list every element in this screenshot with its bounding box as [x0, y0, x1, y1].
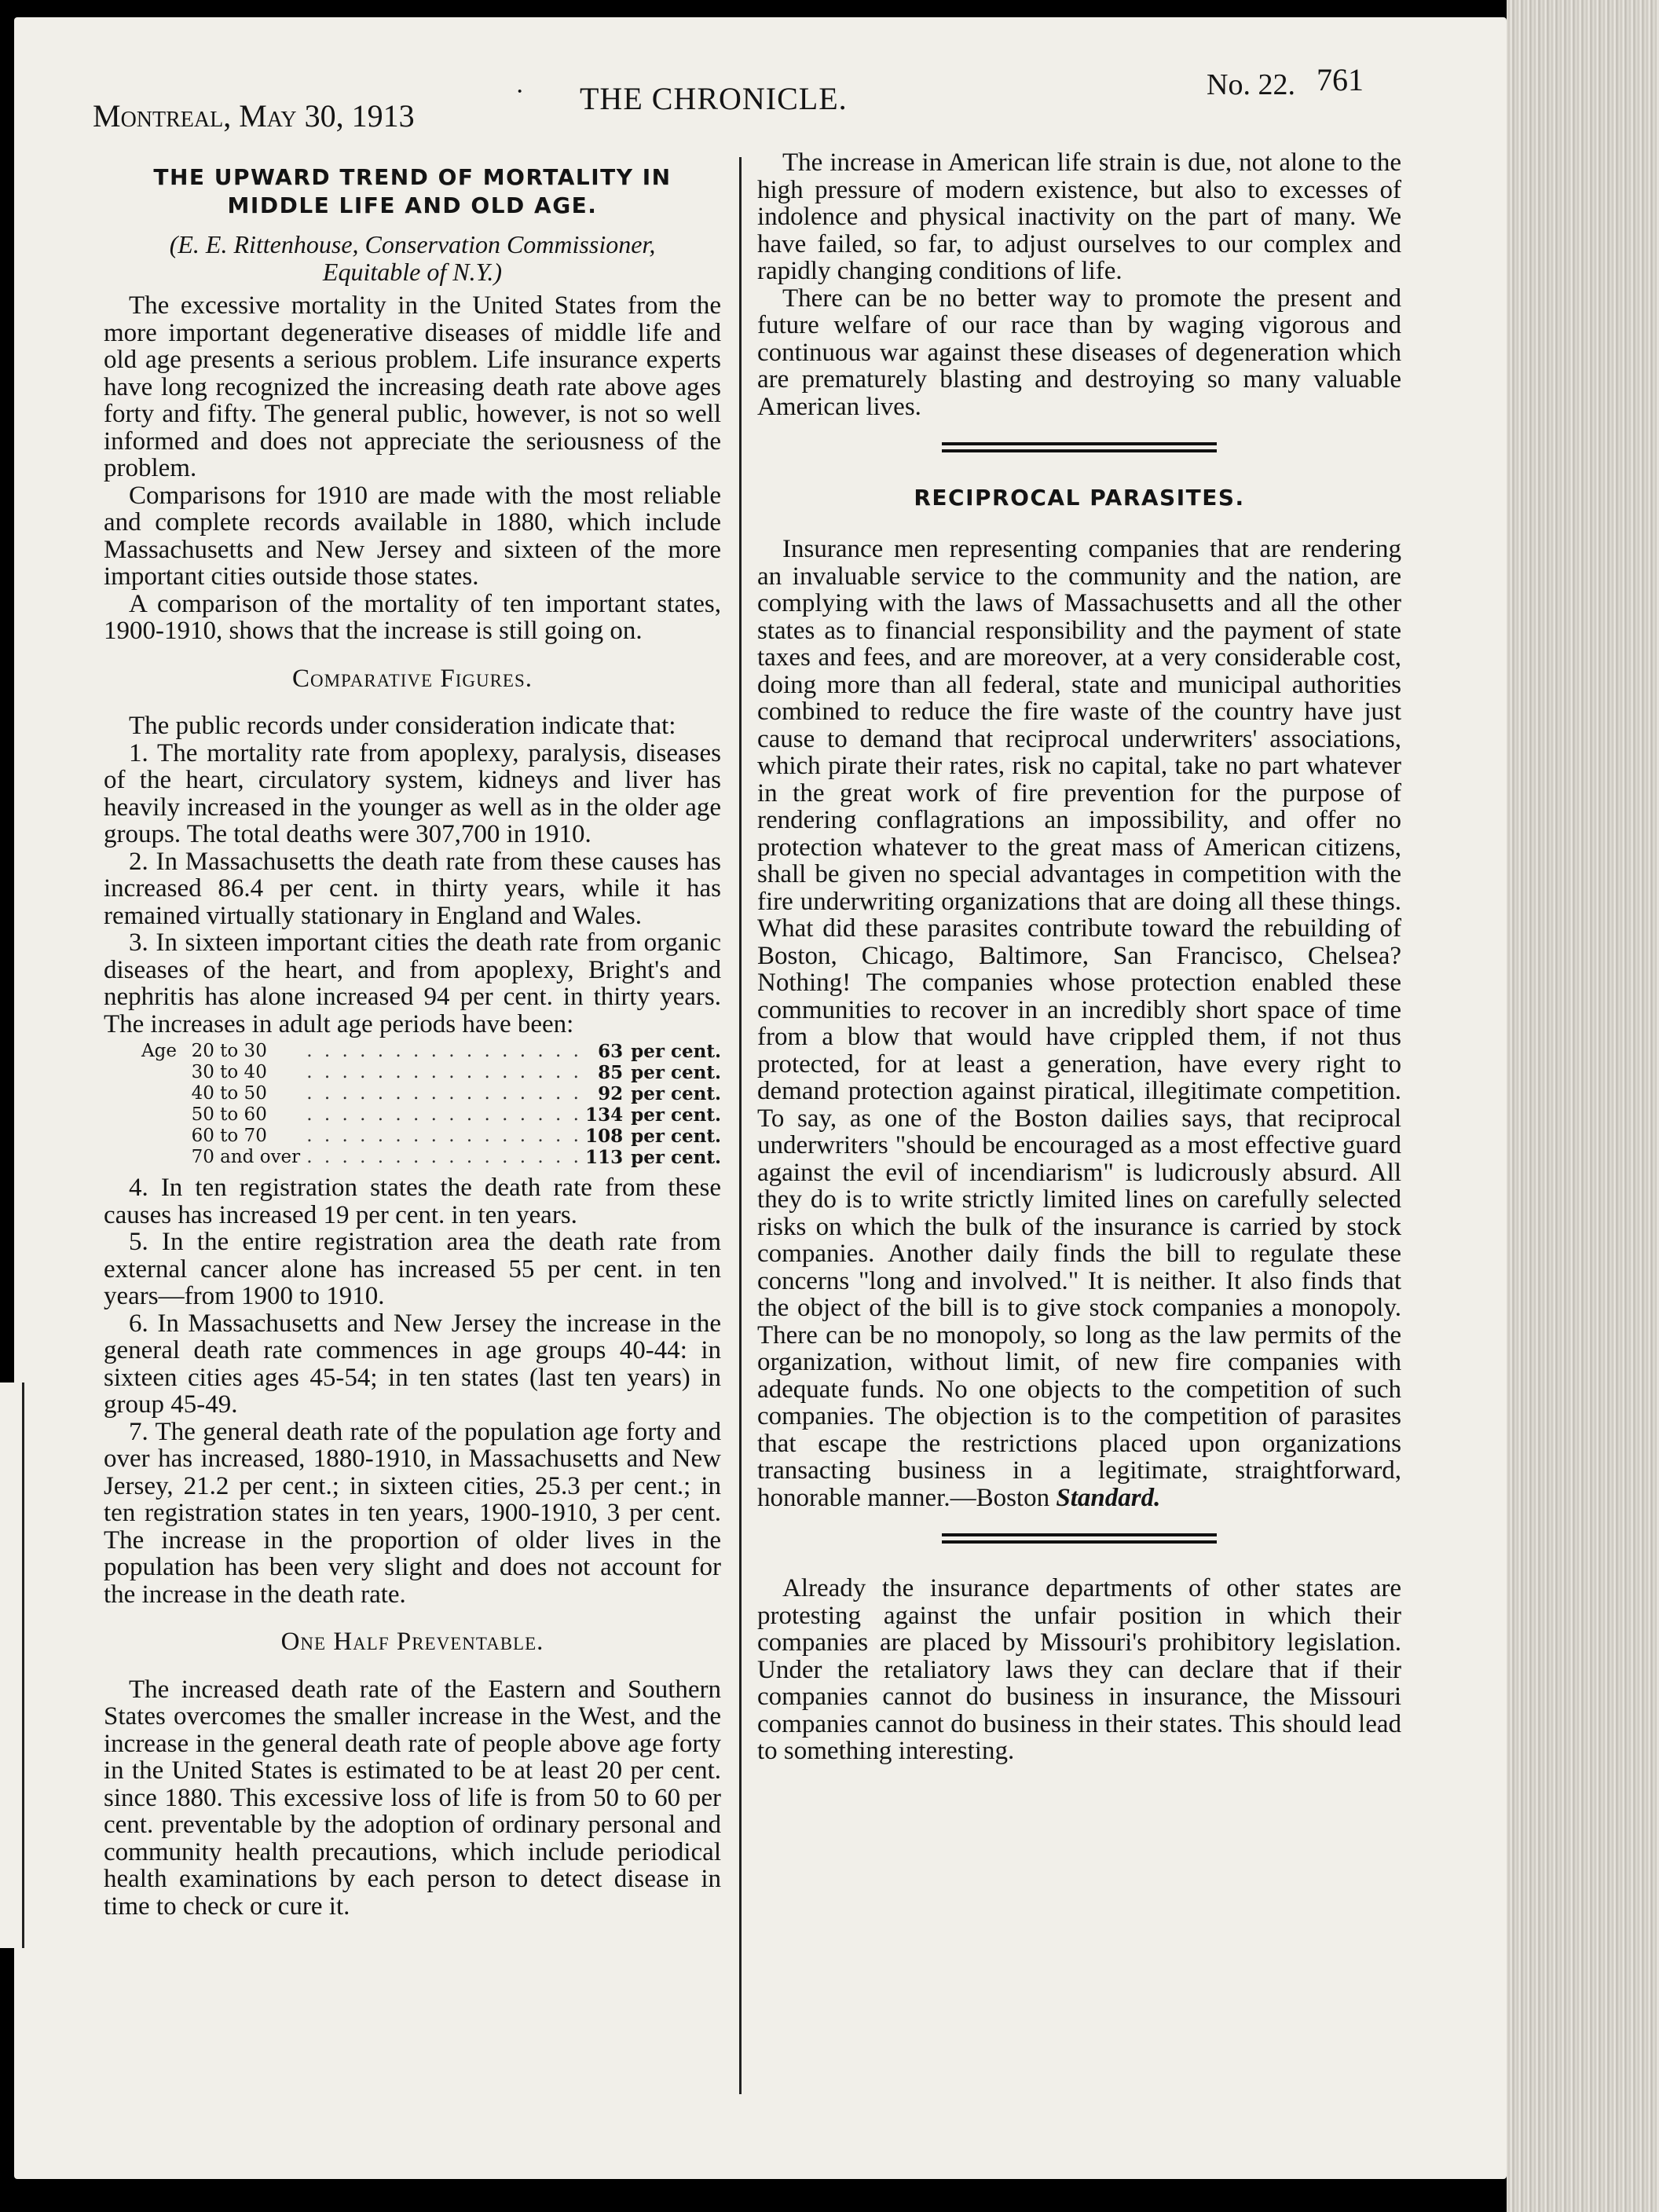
age-unit: per cent. [631, 1126, 721, 1147]
leader-dots: . . . . . . . . . . . . . . . . [306, 1147, 582, 1167]
article1-title-line2: MIDDLE LIFE AND OLD AGE. [227, 192, 598, 218]
article1-paragraph: The increased death rate of the Eastern and Southern States overcomes the smaller increase in the West, and the increase in the general death rate of people above age forty in the United States is estimated to be at least 20 per cent. since 1880. This excessive loss of life is from 50 to 60 per cent. preventable by the adoption of ordinary personal and community health precautions, which include periodical health examinations by each person to detect disease in time to check or cure it. [104, 1675, 721, 1921]
age-row [141, 1147, 721, 1168]
article1-paragraph: The public records under consideration indicate that: [129, 712, 676, 740]
numbered-item: 7. The general death rate of the population age forty and over has increased, 1880-1910, in Massachusetts and New Jersey, 21.2 per cent.; in sixteen cities, 25.3 per cent.; in ten registration states in ten years, 1900-1910, 3 per cent. The increase in the proportion of older lives in the population has been very slight and does not account for the increase in the death rate. [104, 1417, 721, 1609]
numbered-item: 4. In ten registration states the death rate from these causes has increased 19 per cent. in ten years. [104, 1174, 721, 1229]
article1-title-line1: THE UPWARD TREND OF MORTALITY IN [153, 164, 672, 190]
age-range: 70 and over [191, 1147, 301, 1167]
numbered-item: 2. In Massachusetts the death rate from these causes has increased 86.4 per cent. in thirty years, while it has remained virtually stationary in England and Wales. [104, 847, 721, 930]
right-column [757, 149, 1401, 1765]
article1-paragraph: Comparisons for 1910 are made with the most reliable and complete records available in 1880, which include Massachusetts and New Jersey and sixteen of the more important cities outside those states. [104, 481, 721, 591]
age-value: 85 [598, 1062, 624, 1083]
age-range: 30 to 40 [191, 1062, 267, 1082]
article2-title: RECIPROCAL PARASITES. [914, 485, 1245, 511]
column-rule [739, 157, 742, 2094]
article3-paragraph: Already the insurance departments of other states are protesting against the unfair position in which their companies are placed by Missouri's prohibitory legislation. Under the retaliatory laws they can declare that if their companies cannot do business in insurance, the Missouri companies cannot do business in their states. This should lead to something interesting. [757, 1574, 1401, 1765]
age-unit: per cent. [631, 1104, 721, 1126]
age-label [141, 1083, 185, 1104]
age-row [141, 1083, 721, 1104]
article1-paragraph: There can be no better way to promote the present and future welfare of our race than by waging vigorous and continuous war against these diseases of degeneration which are prematurely blasting and destroying so many valuable American lives. [757, 284, 1401, 421]
age-range: 60 to 70 [191, 1126, 267, 1146]
leader-dots: . . . . . . . . . . . . . . . . [306, 1062, 582, 1082]
age-value: 63 [598, 1041, 624, 1062]
age-label [141, 1147, 185, 1168]
age-value: 92 [598, 1083, 624, 1104]
article1-paragraph: The increase in American life strain is due, not alone to the high pressure of modern existence, but also to excesses of indolence and physical inactivity on the part of many. We have failed, so far, to adjust ourselves to our complex and rapidly changing conditions of life. [757, 148, 1401, 285]
age-row [141, 1126, 721, 1147]
age-label [141, 1104, 185, 1126]
header-place-date: Montreal, May 30, 1913 [93, 98, 415, 134]
age-unit: per cent. [631, 1041, 721, 1062]
age-label [141, 1126, 185, 1147]
age-range: 20 to 30 [191, 1041, 267, 1061]
age-range: 50 to 60 [191, 1104, 267, 1125]
age-row [141, 1062, 721, 1083]
leader-dots: . . . . . . . . . . . . . . . . [306, 1083, 582, 1104]
header-page-number: 761 [1317, 62, 1364, 97]
article2-paragraph [757, 536, 1401, 1511]
article2-body: Insurance men representing companies that are rendering an invaluable service to the community and the nation, are complying with the laws of Massachusetts and all the other states as to financial responsibility and the payment of state taxes and fees, and are moreover, at a very considerable cost, doing more than all federal, state and municipal authorities combined to reduce the fire waste of the country have just cause to demand that reciprocal underwriters' associations, which pirate their rates, risk no capital, take no part whatever in the great work of fire prevention for the purpose of rendering conflagrations an impossibility, and offer no protection whatever to the great mass of American citizens, shall be given no special advantages in competition with the fire underwriting organizations that are doing all these things. What did these parasites contribute toward the rebuilding of Boston, Chicago, Baltimore, San Francisco, Chelsea? Nothing! The companies whose protection enabled these communities to recover in an incredibly short space of time from a blow that would have crippled them, if not thus protected, for at least a generation, have every right to demand protection against piratical, illegitimate competition. To say, as one of the Boston dailies says, that reciprocal underwriters "should be encouraged as a most effective guard against the evil of incendiarism" is ludicrously absurd. All they do is to write strictly limited lines on carefully selected risks on which the bulk of the insurance is carried by stock companies. Another daily finds the bill to regulate these concerns "long and involved." It is neither. It also finds that the object of the bill is to give stock companies a monopoly. There can be no monopoly, so long as the law permits of the organization, without limit, of new fire companies with adequate funds. No one objects to the competition of such companies. The objection is to the competition of parasites that escape the restrictions placed upon organizations transacting business in a legitimate, straightforward, honorable manner.—Boston [757, 535, 1401, 1512]
book-page-edges [1507, 0, 1659, 2212]
numbered-item: 1. The mortality rate from apoplexy, paralysis, diseases of the heart, circulatory system, kidneys and liver has heavily increased in the younger as well as in the older age groups. The total deaths were 307,700 in 1910. [104, 738, 721, 848]
age-unit: per cent. [631, 1083, 721, 1104]
article2-source: Standard. [1056, 1483, 1161, 1512]
age-label: Age [141, 1041, 177, 1061]
article1-byline-line1: (E. E. Rittenhouse, Conservation Commissioner, [169, 230, 656, 258]
leader-dots: . . . . . . . . . . . . . . . . [306, 1041, 582, 1061]
subhead-comparative-figures: Comparative Figures. [291, 664, 533, 693]
age-unit: per cent. [631, 1062, 721, 1083]
numbered-item: 3. In sixteen important cities the death rate from organic diseases of the heart, and from apoplexy, Bright's and nephritis has alone increased 94 per cent. in thirty years. The increases in adult age periods have been: [104, 928, 721, 1038]
section-divider [942, 1533, 1217, 1544]
age-increase-table [141, 1041, 721, 1168]
article1-byline [104, 231, 721, 286]
adjacent-page-edge [0, 1382, 24, 1948]
age-value: 108 [585, 1126, 624, 1147]
age-row [141, 1104, 721, 1126]
age-value: 134 [585, 1104, 624, 1126]
header-issue: No. 22. [1207, 68, 1295, 101]
age-label [141, 1062, 185, 1083]
section-divider [942, 442, 1217, 452]
subhead-one-half-preventable: One Half Preventable. [280, 1628, 544, 1656]
numbered-item: 5. In the entire registration area the death rate from external cancer alone has increased 55 per cent. in ten years—from 1900 to 1910. [104, 1228, 721, 1310]
leader-dots: . . . . . . . . . . . . . . . . [306, 1126, 582, 1146]
leader-dots: . . . . . . . . . . . . . . . . [306, 1104, 582, 1125]
age-row [141, 1041, 721, 1062]
header-publication: THE CHRONICLE. [580, 81, 848, 116]
age-unit: per cent. [631, 1147, 721, 1168]
header-dot: · [515, 77, 525, 106]
article1-paragraph: A comparison of the mortality of ten important states, 1900-1910, shows that the increase is still going on. [104, 589, 721, 645]
age-range: 40 to 50 [191, 1083, 267, 1104]
left-column [104, 163, 721, 1920]
age-value: 113 [585, 1147, 624, 1168]
article1-title [104, 163, 721, 220]
article1-byline-line2: Equitable of N.Y.) [322, 258, 503, 286]
article1-paragraph: The excessive mortality in the United States from the more important degenerative diseases of middle life and old age presents a serious problem. Life insurance experts have long recognized the increasing death rate above ages forty and fifty. The general public, however, is not so well informed and does not appreciate the seriousness of the problem. [104, 291, 721, 482]
numbered-item: 6. In Massachusetts and New Jersey the increase in the general death rate commences in age groups 40-44: in sixteen cities ages 45-54; in ten states (last ten years) in group 45-49. [104, 1309, 721, 1419]
